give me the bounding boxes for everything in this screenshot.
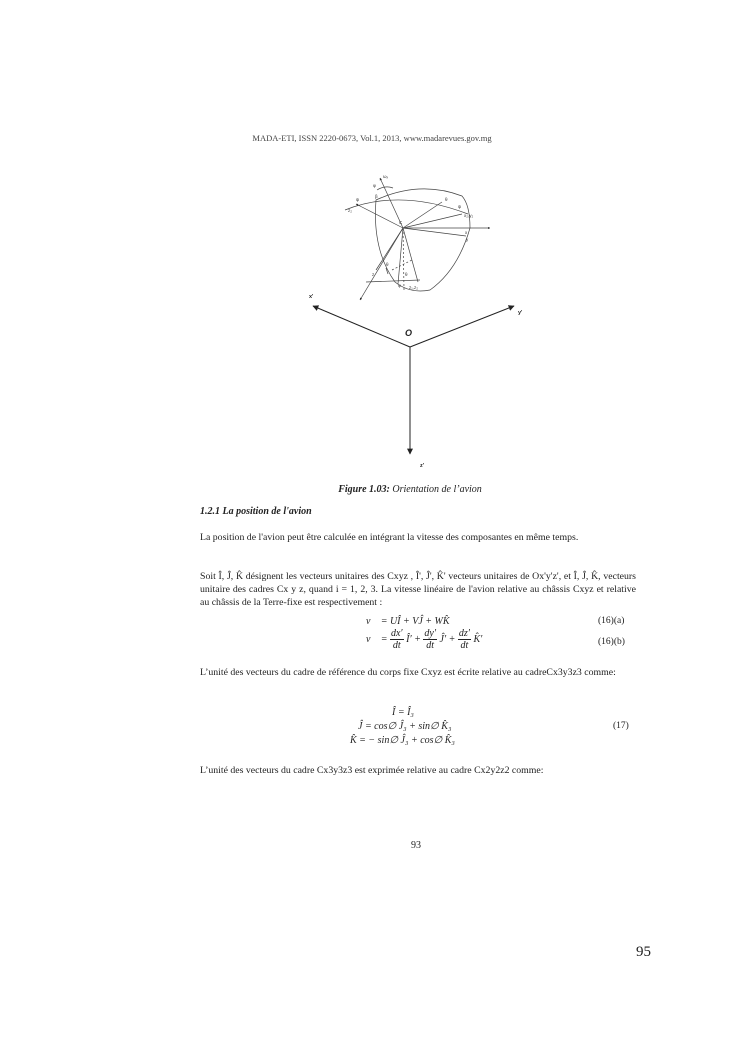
svg-text:ωₓ: ωₓ	[383, 174, 388, 179]
figure-caption	[0, 484, 744, 495]
axis-x	[313, 306, 413, 347]
paragraph-1: La position de l'avion peut être calculée en intégrant la vitesse des composantes en même temps.	[200, 532, 579, 543]
svg-text:z: z	[372, 272, 375, 277]
axis-y	[410, 306, 514, 347]
equation-16b: v⃗ = $\frac{dx'}{dt}$ Î′ + $\frac{dy'}{dt}$ Ĵ′ + $\frac{dz'}{dt}$ K̂′	[366, 628, 483, 651]
equation-16b-lhs: v⃗ =	[366, 633, 388, 645]
svg-text:β: β	[375, 194, 378, 199]
svg-text:C: C	[399, 220, 403, 225]
axis-x-label: x'	[309, 294, 314, 300]
svg-text:x₂,y₂: x₂,y₂	[464, 213, 474, 218]
journal-header: MADA-ETI, ISSN 2220-0673, Vol.1, 2013, www.madarevues.gov.mg	[252, 133, 492, 143]
equation-16b-number: (16)(b)	[598, 637, 625, 647]
svg-text:θ: θ	[445, 197, 448, 202]
svg-text:φ: φ	[373, 183, 376, 188]
equation-17-line-3: K̂ = − sin∅ Ĵ₃ + cos∅ K̂₃	[350, 735, 455, 746]
equation-16a-number: (16)(a)	[598, 616, 625, 626]
equation-17-number: (17)	[613, 721, 629, 731]
origin-label: O	[405, 328, 413, 338]
section-title: 1.2.1 La position de l'avion	[200, 506, 312, 517]
outer-page-number: 95	[636, 944, 651, 960]
equation-16a: v⃗ = UÎ + VĴ + WK̂	[366, 616, 450, 627]
paragraph-2: Soit Î, Ĵ, K̂ désignent les vecteurs unitaires des Cxyz , Î', Ĵ', K̂' vecteurs unitaires de Ox'y'z', et Î, Ĵ, K̂, vecteurs unitaire des cadres Cx y z, quand i = 1, 2, 3. La vitesse linéaire de l'avion relative au châssis Cxyz et relative au châssis de la Terre-fixe est respectivement :	[200, 571, 636, 608]
equation-17-line-1: Î = Î₃	[392, 707, 414, 718]
axis-z-label: z'	[420, 463, 425, 469]
sphere-diagram	[345, 178, 490, 300]
paragraph-3: L’unité des vecteurs du cadre de référence du corps fixe Cxyz est écrite relative au cadreCx3y3z3 comme:	[200, 667, 616, 678]
svg-text:ψ: ψ	[458, 204, 462, 209]
svg-text:φ: φ	[398, 283, 401, 288]
paragraph-4: L’unité des vecteurs du cadre Cx3y3z3 est exprimée relative au cadre Cx2y2z2 comme:	[200, 765, 544, 776]
svg-text:y: y	[466, 237, 469, 242]
svg-text:ψ: ψ	[356, 197, 360, 202]
sphere-labels	[348, 174, 473, 290]
svg-text:θ: θ	[405, 272, 408, 277]
equation-17-line-2: Ĵ = cos∅ Ĵ₃ + sin∅ K̂₃	[358, 721, 452, 732]
caption-text: Orientation de l’avion	[389, 484, 482, 495]
axis-lines	[313, 306, 514, 454]
inner-page-number: 93	[411, 840, 421, 851]
svg-text:z₁,z₂: z₁,z₂	[409, 285, 419, 290]
svg-text:x: x	[465, 230, 468, 235]
axis-y-label: y'	[518, 310, 523, 316]
caption-label: Figure 1.03:	[338, 484, 390, 495]
svg-text:θ: θ	[386, 262, 389, 267]
svg-text:z₂: z₂	[348, 208, 352, 213]
aircraft-orientation-figure	[0, 0, 744, 480]
